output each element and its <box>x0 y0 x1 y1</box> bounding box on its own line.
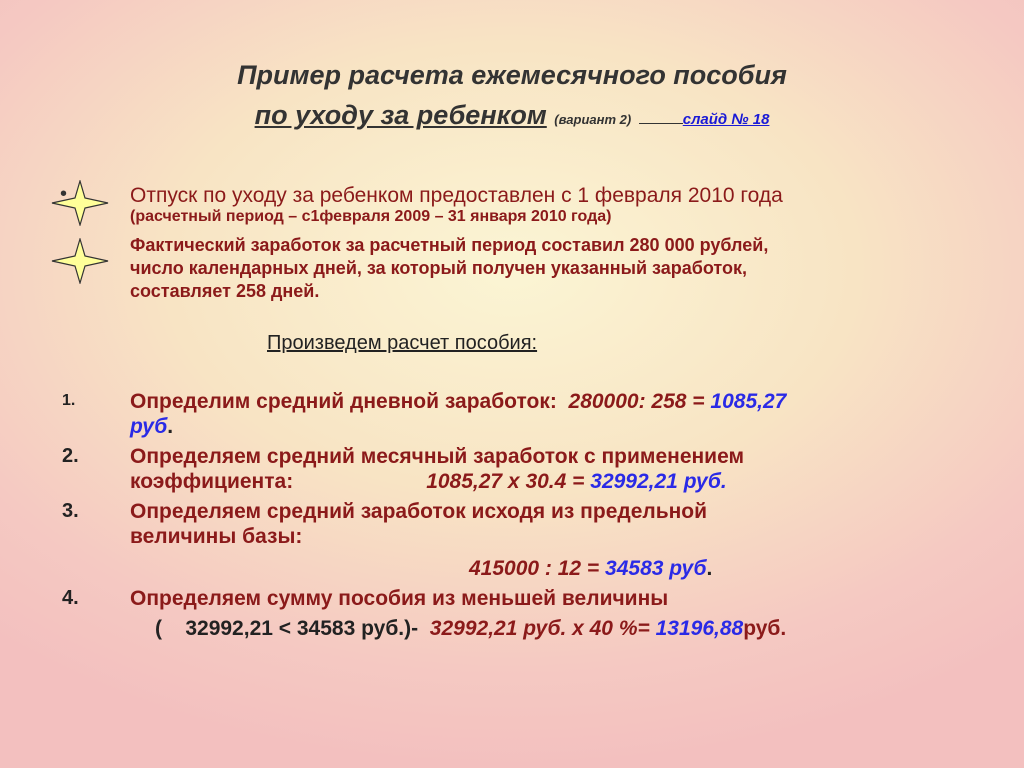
calc-subheading: Произведем расчет пособия: <box>267 332 538 354</box>
step3-result: 34583 руб <box>605 557 707 580</box>
step4-calc: ( 32992,21 < 34583 руб.)- 32992,21 руб. х 40 %= 13196,88руб. <box>155 617 787 640</box>
slide-number-link[interactable]: слайд № 18 <box>682 111 770 128</box>
step1-text: Определим средний дневной заработок: 280000: 258 = 1085,27 руб. <box>130 390 787 438</box>
star-icon <box>50 180 110 226</box>
step4-result: 13196,88 <box>655 617 744 640</box>
step2-result: 32992,21 руб. <box>590 470 727 493</box>
slide-title-line2-row <box>0 100 1024 131</box>
step1-unit: руб <box>130 415 168 438</box>
step3-text: Определяем средний заработок исходя из предельной величины базы: <box>130 500 708 548</box>
bullet1-sub: (расчетный период – с1февраля 2009 – 31 января 2010 года) <box>130 208 612 225</box>
step2-formula: 1085,27 х 30.4 = <box>426 470 585 493</box>
bullet2-line2: число календарных дней, за который получен указанный заработок, <box>130 258 748 278</box>
bullet1-main: Отпуск по уходу за ребенком предоставлен с 1 февраля 2010 года <box>130 184 783 207</box>
star-icon <box>50 238 110 284</box>
step1-result: 1085,27 <box>710 390 787 413</box>
step3-number: 3. <box>62 500 79 522</box>
bullet2-line1: Фактический заработок за расчетный период составил 280 000 рублей, <box>130 235 769 255</box>
title-underline-gap <box>639 123 683 124</box>
step4-number: 4. <box>62 587 79 609</box>
slide-title-line1: Пример расчета ежемесячного пособия <box>237 60 787 90</box>
bullet2-text <box>130 234 1010 303</box>
step4-text: Определяем сумму пособия из меньшей величины <box>130 587 669 610</box>
step1-formula: 280000: 258 = <box>568 390 705 413</box>
step1-number: 1. <box>62 392 76 409</box>
step2-text: Определяем средний месячный заработок с применением коэффициента: 1085,27 х 30.4 = 32992,21 руб. <box>130 445 745 493</box>
step3-calc: 415000 : 12 = 34583 руб. <box>469 557 713 580</box>
variant-note: (вариант 2) <box>554 112 632 127</box>
bullet2-line3: составляет 258 дней. <box>130 281 320 301</box>
step2-number: 2. <box>62 445 79 467</box>
bullet-glyph: • <box>60 183 68 205</box>
step4-formula: 32992,21 руб. х 40 %= <box>429 617 650 640</box>
step4-compare: 32992,21 < 34583 руб.)- <box>185 617 419 640</box>
step3-formula: 415000 : 12 = <box>469 557 600 580</box>
step4-unit: руб. <box>743 617 787 640</box>
slide-title-line2: по уходу за ребенком <box>254 100 547 130</box>
